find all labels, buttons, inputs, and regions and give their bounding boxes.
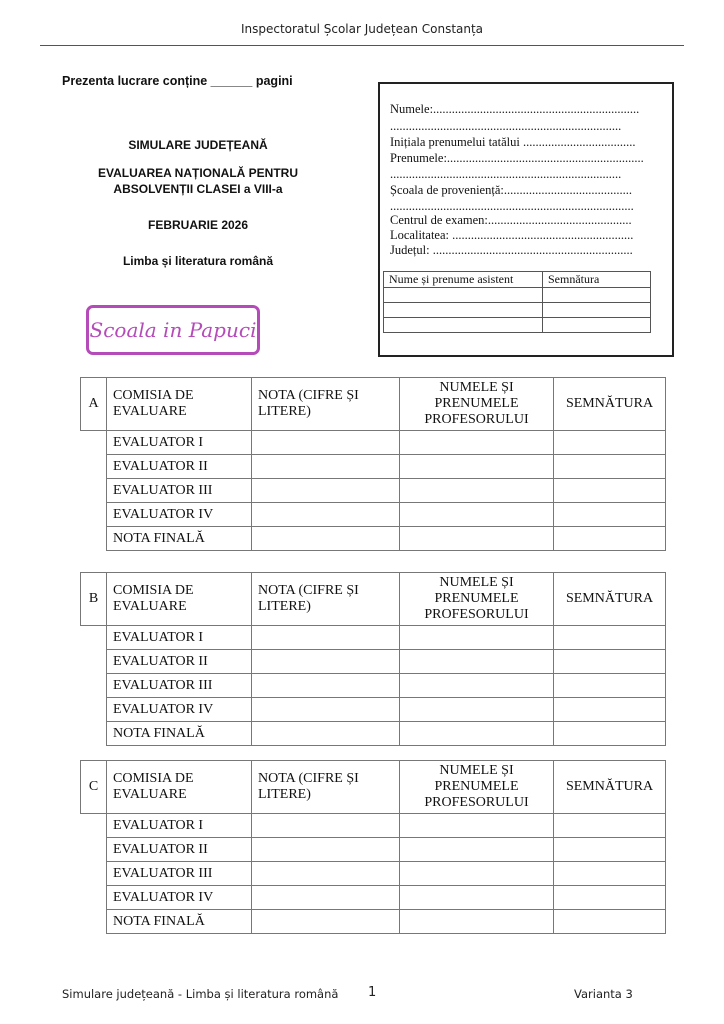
teacher-name-cell[interactable] [400,886,554,910]
assistant-name-cell[interactable] [384,303,543,318]
id-line-school: Școala de proveniență:......................................... [390,183,632,197]
signature-cell[interactable] [554,698,666,722]
grade-cell[interactable] [252,814,400,838]
evaluator-label: EVALUATOR IV [107,698,252,722]
signature-cell[interactable] [554,910,666,934]
teacher-name-cell[interactable] [400,626,554,650]
teacher-name-cell[interactable] [400,814,554,838]
signature-cell[interactable] [554,455,666,479]
signature-cell[interactable] [554,838,666,862]
grade-cell[interactable] [252,886,400,910]
id-line-locality: Localitatea: .......................................................... [390,228,634,242]
header-teacher-name: NUMELE ȘI PRENUMELE PROFESORULUI [400,378,554,431]
teacher-name-cell[interactable] [400,838,554,862]
evaluator-label: EVALUATOR III [107,674,252,698]
teacher-name-cell[interactable] [400,455,554,479]
id-line-firstname: Prenumele:............................................................... [390,151,644,165]
teacher-name-cell[interactable] [400,862,554,886]
evaluator-label: EVALUATOR II [107,838,252,862]
header-divider [40,45,684,46]
grade-cell[interactable] [252,431,400,455]
grade-cell[interactable] [252,674,400,698]
evaluator-label: EVALUATOR II [107,650,252,674]
grade-cell[interactable] [252,455,400,479]
grade-cell[interactable] [252,503,400,527]
signature-cell[interactable] [554,479,666,503]
final-grade-label: NOTA FINALĂ [107,527,252,551]
exam-title-line2: ABSOLVENȚII CLASEI a VIII-a [113,182,283,196]
evaluator-label: EVALUATOR IV [107,886,252,910]
final-grade-label: NOTA FINALĂ [107,722,252,746]
signature-cell[interactable] [554,814,666,838]
table-letter: A [81,378,107,431]
assistant-signature-cell[interactable] [543,288,651,303]
final-grade-label: NOTA FINALĂ [107,910,252,934]
assistant-signature-cell[interactable] [543,303,651,318]
evaluator-label: EVALUATOR I [107,626,252,650]
page-count-line: Prezenta lucrare conține ______ pagini [62,74,293,88]
grade-cell[interactable] [252,626,400,650]
grade-cell[interactable] [252,862,400,886]
signature-cell[interactable] [554,431,666,455]
signature-cell[interactable] [554,503,666,527]
id-line-school-cont: .............................................................................. [390,199,634,213]
teacher-name-cell[interactable] [400,650,554,674]
signature-cell[interactable] [554,527,666,551]
grade-cell[interactable] [252,838,400,862]
id-line-exam-center: Centrul de examen:.............................................. [390,213,632,227]
header-grade: NOTA (CIFRE ȘI LITERE) [252,573,400,626]
id-line-county: Județul: ................................................................ [390,243,633,257]
teacher-name-cell[interactable] [400,674,554,698]
grade-cell[interactable] [252,722,400,746]
header-teacher-name: NUMELE ȘI PRENUMELE PROFESORULUI [400,761,554,814]
grade-cell[interactable] [252,910,400,934]
exam-subject: Limba și literatura română [122,254,274,268]
footer-variant: Varianta 3 [574,987,633,1001]
evaluator-label: EVALUATOR I [107,431,252,455]
signature-cell[interactable] [554,886,666,910]
assistant-name-header: Nume și prenume asistent [384,272,543,288]
header-grade: NOTA (CIFRE ȘI LITERE) [252,378,400,431]
simulation-title: SIMULARE JUDEȚEANĂ [128,138,268,152]
grade-cell[interactable] [252,650,400,674]
evaluator-label: EVALUATOR I [107,814,252,838]
header-signature: SEMNĂTURA [554,573,666,626]
header-signature: SEMNĂTURA [554,378,666,431]
id-line-father-initial: Inițiala prenumelui tatălui .................................... [390,135,636,149]
assistant-name-cell[interactable] [384,288,543,303]
table-letter: B [81,573,107,626]
teacher-name-cell[interactable] [400,503,554,527]
id-line-name: Numele:.................................................................. [390,102,640,116]
grade-cell[interactable] [252,479,400,503]
evaluator-label: EVALUATOR II [107,455,252,479]
signature-cell[interactable] [554,674,666,698]
teacher-name-cell[interactable] [400,910,554,934]
page-header-title: Inspectoratul Școlar Județean Constanța [240,22,484,36]
teacher-name-cell[interactable] [400,479,554,503]
signature-cell[interactable] [554,626,666,650]
header-commission: COMISIA DE EVALUARE [107,378,252,431]
header-grade: NOTA (CIFRE ȘI LITERE) [252,761,400,814]
teacher-name-cell[interactable] [400,431,554,455]
signature-cell[interactable] [554,650,666,674]
table-letter: C [81,761,107,814]
id-line-name-cont: .......................................................................... [390,119,622,133]
grade-table-b [80,572,666,746]
assistant-signature-header: Semnătura [543,272,651,288]
teacher-name-cell[interactable] [400,698,554,722]
evaluator-label: EVALUATOR III [107,862,252,886]
header-commission: COMISIA DE EVALUARE [107,573,252,626]
signature-cell[interactable] [554,862,666,886]
grade-cell[interactable] [252,698,400,722]
teacher-name-cell[interactable] [400,722,554,746]
grade-cell[interactable] [252,527,400,551]
footer-left: Simulare județeană - Limba și literatura română [62,987,339,1001]
evaluator-label: EVALUATOR III [107,479,252,503]
evaluator-label: EVALUATOR IV [107,503,252,527]
header-signature: SEMNĂTURA [554,761,666,814]
assistant-name-cell[interactable] [384,318,543,333]
exam-date: FEBRUARIE 2026 [147,218,249,232]
signature-cell[interactable] [554,722,666,746]
assistant-signature-cell[interactable] [543,318,651,333]
header-teacher-name: NUMELE ȘI PRENUMELE PROFESORULUI [400,573,554,626]
page-number: 1 [368,985,377,1000]
assistant-table [383,271,651,333]
header-commission: COMISIA DE EVALUARE [107,761,252,814]
grade-table-c [80,760,666,934]
exam-title-line1: EVALUAREA NAȚIONALĂ PENTRU [98,166,298,180]
grade-table-a [80,377,666,551]
scoala-in-papuci-logo: Scoala in Papuci [86,305,260,355]
teacher-name-cell[interactable] [400,527,554,551]
id-line-firstname-cont: .......................................................................... [390,167,622,181]
